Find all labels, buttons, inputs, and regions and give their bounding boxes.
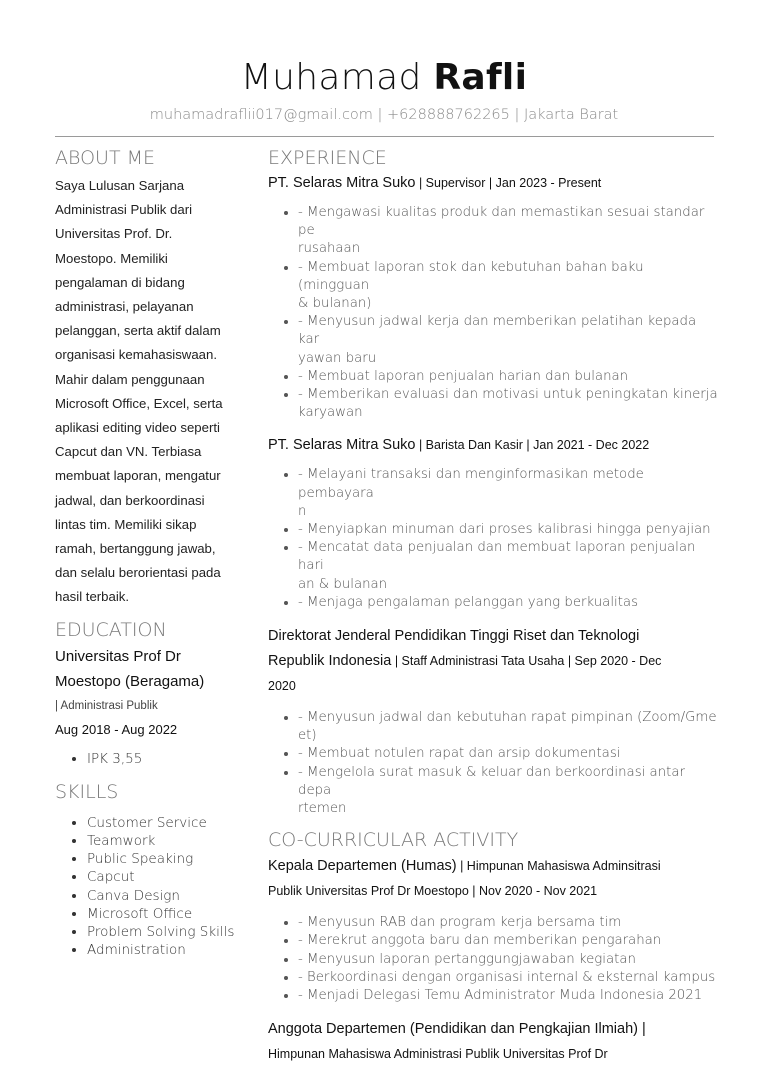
activity-org: | Himpunan Mahasiswa Adminsitrasi	[456, 859, 661, 874]
skill-item: • Teamwork	[87, 832, 255, 850]
education-list	[55, 750, 255, 768]
job-bullets	[268, 204, 718, 422]
job-dates: | Jan 2023 - Present	[485, 176, 602, 190]
about-line: Moestopo. Memiliki	[55, 250, 168, 266]
skill-item: • Administration	[87, 941, 255, 959]
cocurricular-title: CO-CURRICULAR ACTIVITY	[268, 829, 519, 852]
list-item: • - Merekrut anggota baru dan memberikan pengarahan	[298, 932, 718, 950]
about-line: dan selalu berorientasi pada	[55, 565, 221, 581]
education-title: EDUCATION	[55, 618, 167, 641]
left-column	[55, 146, 255, 959]
job-role: | Supervisor	[415, 176, 486, 190]
about-line: Administrasi Publik dari	[55, 202, 193, 218]
job-dates: | Jan 2021 - Dec 2022	[522, 438, 650, 453]
contact-info: muhamadraflii017@gmail.com | +628888762265 | Jakarta Barat	[149, 107, 619, 123]
skill-item: • Public Speaking	[87, 850, 255, 868]
resume-header	[0, 56, 768, 100]
about-line: membuat laporan, mengatur	[55, 468, 221, 484]
list-item: • - Berkoordinasi dengan organisasi internal & eksternal kampus	[298, 969, 718, 987]
education-major: | Administrasi Publik	[55, 699, 158, 712]
about-line: lintas tim. Memiliki sikap	[55, 516, 197, 532]
list-item: • - Membuat laporan penjualan harian dan bulanan	[298, 368, 718, 386]
education-school	[55, 644, 255, 694]
job-role: | Barista Dan Kasir	[415, 438, 523, 453]
job-heading	[268, 624, 718, 699]
activity-org: Himpunan Mahasiswa Administrasi Publik Universitas Prof Dr	[268, 1047, 608, 1062]
school-line: Moestopo (Beragama)	[55, 672, 205, 690]
about-line: jadwal, dan berkoordinasi	[55, 492, 205, 508]
about-line: hasil terbaik.	[55, 589, 130, 605]
about-text	[55, 174, 255, 610]
list-item: • - Menjaga pengalaman pelanggan yang berkualitas	[298, 594, 718, 612]
about-line: aplikasi editing video seperti	[55, 420, 220, 436]
right-column	[268, 146, 718, 1067]
list-item: • - Mengelola surat masuk & keluar dan berkoordinasi antar depa rtemen	[298, 764, 718, 819]
skill-item: • Problem Solving Skills	[87, 923, 255, 941]
list-item: • - Melayani transaksi dan menginformasikan metode pembayara n	[298, 466, 718, 521]
activity-position: Anggota Departemen (Pendidikan dan Pengkajian Ilmiah)	[268, 1021, 638, 1038]
activity-position: Kepala Departemen (Humas)	[268, 858, 457, 875]
last-name: Rafli	[433, 57, 528, 98]
list-item: • - Mencatat data penjualan dan membuat laporan penjualan hari an & bulanan	[298, 539, 718, 594]
job-heading	[268, 172, 718, 194]
education-dates: Aug 2018 - Aug 2022	[55, 721, 178, 737]
skill-item: • Canva Design	[87, 887, 255, 905]
activity-dates: | Nov 2020 - Nov 2021	[468, 884, 598, 899]
list-item: • - Menyiapkan minuman dari proses kalibrasi hingga penyajian	[298, 521, 718, 539]
skill-item: • Capcut	[87, 868, 255, 886]
list-item: • - Membuat laporan stok dan kebutuhan bahan baku (mingguan & bulanan)	[298, 259, 718, 314]
job-company: PT. Selaras Mitra Suko	[268, 437, 416, 454]
about-line: ramah, bertanggung jawab,	[55, 541, 216, 557]
experience-title: EXPERIENCE	[268, 147, 387, 169]
school-line: Universitas Prof Dr	[55, 647, 181, 665]
about-line: Saya Lulusan Sarjana	[55, 178, 185, 193]
about-line: pengalaman di bidang	[55, 274, 185, 290]
about-line: administrasi, pelayanan	[55, 299, 194, 315]
job-role: | Staff Administrasi Tata Usaha	[391, 654, 565, 669]
activity-bullets	[268, 914, 718, 1005]
list-item: • - Menyusun laporan pertanggungjawaban kegiatan	[298, 951, 718, 969]
about-line: Mahir dalam penggunaan	[55, 371, 205, 387]
job-dates: | Sep 2020 - Dec	[564, 654, 662, 669]
skills-title: SKILLS	[55, 780, 119, 803]
list-item: • - Menjadi Delegasi Temu Administrator Muda Indonesia 2021	[298, 987, 718, 1005]
job-company: Republik Indonesia	[268, 653, 392, 670]
activity-org: Publik Universitas Prof Dr Moestopo	[268, 884, 469, 899]
job-company: PT. Selaras Mitra Suko	[268, 175, 416, 191]
about-line: Universitas Prof. Dr.	[55, 226, 173, 242]
about-line: pelanggan, serta aktif dalam	[55, 323, 221, 339]
skill-item: • Microsoft Office	[87, 905, 255, 923]
candidate-name	[0, 56, 768, 100]
list-item: • - Menyusun RAB dan program kerja bersama tim	[298, 914, 718, 932]
skills-list	[55, 814, 255, 960]
activity-separator: |	[637, 1021, 646, 1038]
skill-item: • Customer Service	[87, 814, 255, 832]
job-company: Direktorat Jenderal Pendidikan Tinggi Riset dan Teknologi	[268, 628, 640, 645]
header-divider	[55, 136, 714, 137]
list-item: • - Memberikan evaluasi dan motivasi untuk peningkatan kinerja karyawan	[298, 386, 718, 422]
about-line: Microsoft Office, Excel, serta	[55, 395, 223, 411]
list-item: • IPK 3,55	[87, 750, 255, 768]
job-bullets	[268, 709, 718, 818]
list-item: • - Membuat notulen rapat dan arsip dokumentasi	[298, 745, 718, 763]
about-title: ABOUT ME	[55, 147, 156, 169]
activity-heading	[268, 854, 718, 904]
job-bullets	[268, 466, 718, 612]
job-heading	[268, 434, 718, 456]
list-item: • - Menyusun jadwal kerja dan memberikan pelatihan kepada kar yawan baru	[298, 313, 718, 368]
about-line: organisasi kemahasiswaan.	[55, 347, 217, 363]
about-line: Capcut dan VN. Terbiasa	[55, 444, 202, 460]
job-dates: 2020	[268, 679, 296, 694]
first-name: Muhamad	[240, 57, 422, 98]
list-item: • - Menyusun jadwal dan kebutuhan rapat pimpinan (Zoom/Gme et)	[298, 709, 718, 745]
activity-heading	[268, 1017, 718, 1067]
list-item: • - Mengawasi kualitas produk dan memastikan sesuai standar pe rusahaan	[298, 204, 718, 259]
